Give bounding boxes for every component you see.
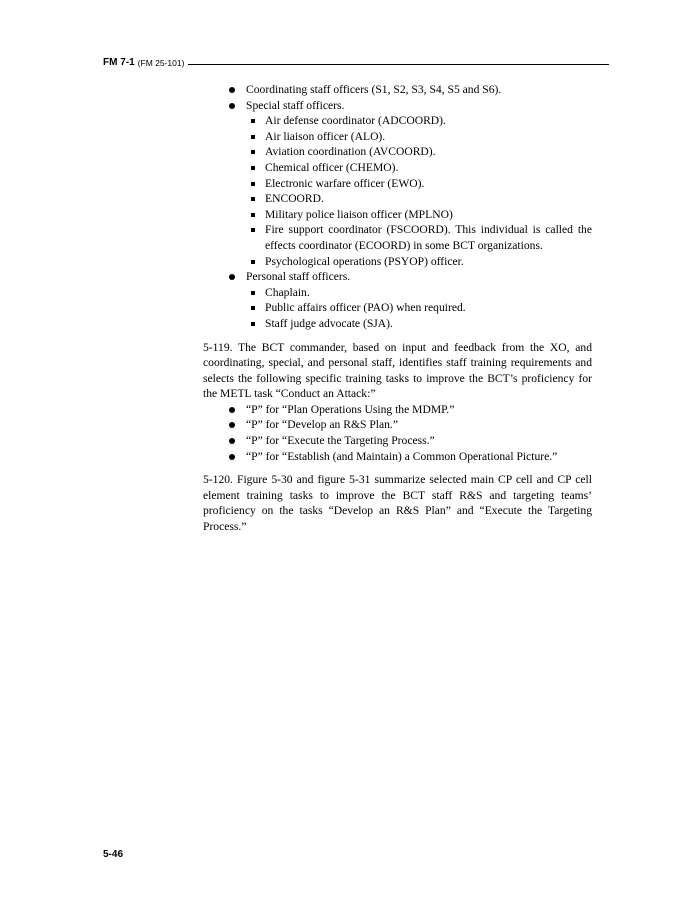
list-item: Special staff officers. [246, 98, 345, 112]
manual-number: FM 7-1 [103, 57, 135, 68]
sub-list-item: Psychological operations (PSYOP) officer. [265, 254, 464, 268]
list-item: “P” for “Execute the Targeting Process.” [246, 434, 435, 448]
list-item: “P” for “Establish (and Maintain) a Common Operational Picture.” [246, 449, 558, 463]
sub-list-item: Air liaison officer (ALO). [265, 129, 386, 143]
sub-list-item: Public affairs officer (PAO) when required. [265, 301, 466, 315]
sub-list-item: Aviation coordination (AVCOORD). [265, 145, 436, 159]
page-number: 5-46 [103, 849, 124, 860]
sub-list-item: Air defense coordinator (ADCOORD). [265, 114, 446, 128]
paragraph-5-120: 5-120. Figure 5-30 and figure 5-31 summarize selected main CP cell and CP cell element training tasks to improve the BCT staff R&S and targeting teams’ proficiency on the tasks “Develop an R&S Plan” and “Execute the Targeting Process.” [203, 473, 592, 534]
running-header [103, 54, 609, 68]
sub-list-item: Electronic warfare officer (EWO). [265, 176, 425, 190]
task-list [203, 402, 592, 464]
list-item: Personal staff officers. [246, 270, 351, 284]
sub-list-item: Military police liaison officer (MPLNO) [265, 207, 453, 221]
sub-list-item: Fire support coordinator (FSCOORD). This individual is called the effects coordinator (ECOORD) in some BCT organizations. [265, 223, 592, 252]
sub-list-item: Chaplain. [265, 285, 310, 299]
sub-list-item: ENCOORD. [265, 192, 324, 206]
list-item: “P” for “Plan Operations Using the MDMP.” [246, 402, 455, 416]
header-rule [188, 64, 609, 65]
staff-list [203, 82, 592, 332]
paragraph-5-119: 5-119. The BCT commander, based on input and feedback from the XO, and coordinating, special, and personal staff, identifies staff training requirements and selects the following specific training tasks to improve the BCT’s proficiency for the METL task “Conduct an Attack:” [203, 340, 592, 401]
list-item: “P” for “Develop an R&S Plan.” [246, 418, 398, 432]
sub-list-item: Staff judge advocate (SJA). [265, 316, 393, 330]
manual-subnumber: (FM 25-101) [137, 58, 185, 68]
sub-list-item: Chemical officer (CHEMO). [265, 160, 399, 174]
list-item: Coordinating staff officers (S1, S2, S3, S4, S5 and S6). [246, 83, 502, 96]
page-body [203, 82, 592, 535]
